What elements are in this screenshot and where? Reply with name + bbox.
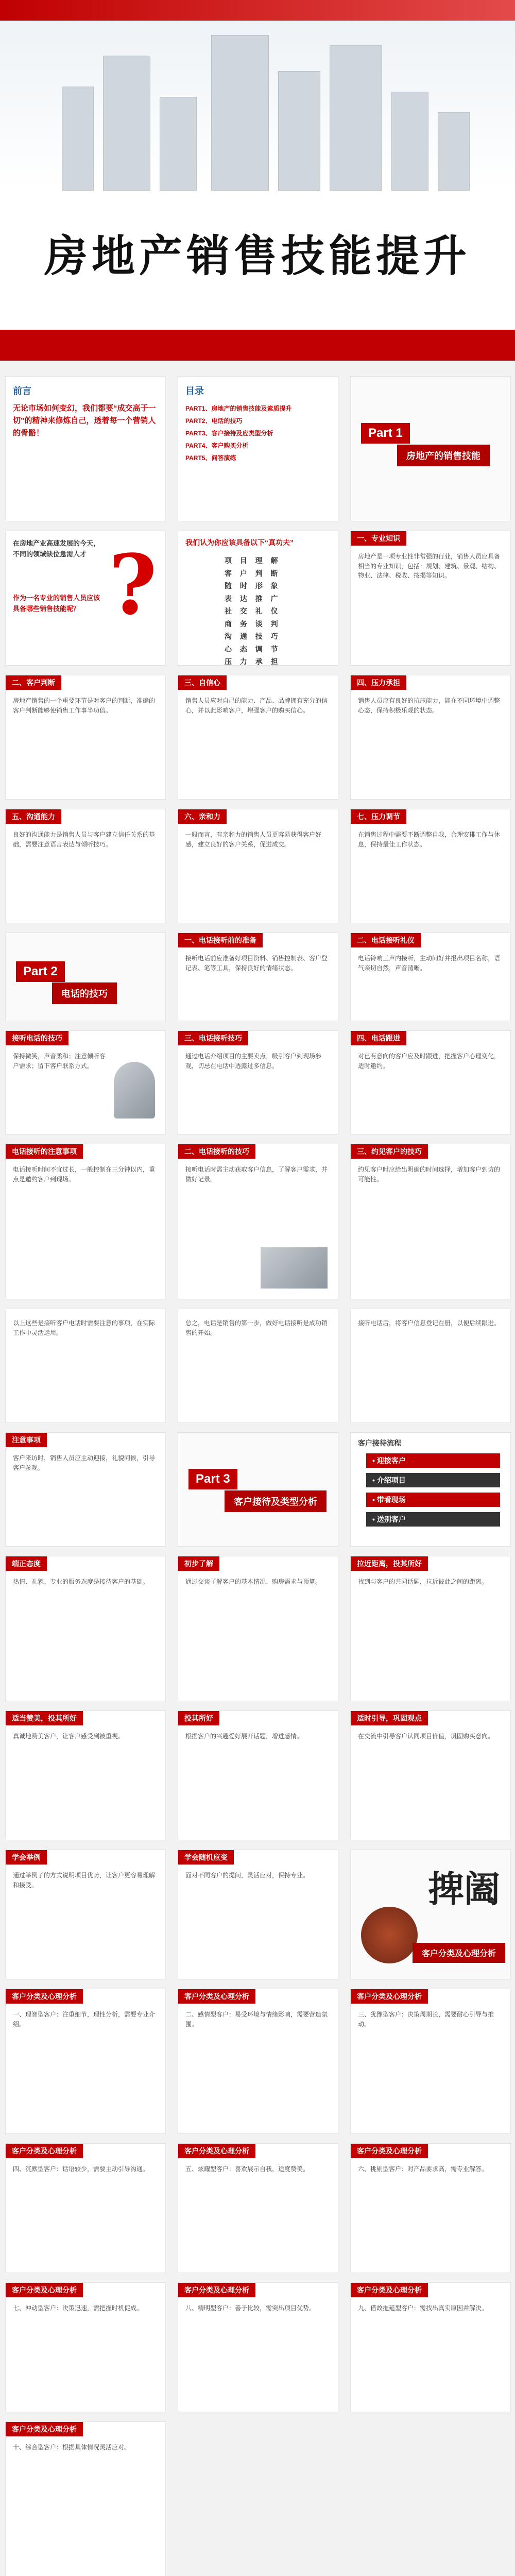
analysis-panel [350, 2282, 511, 2412]
preface-panel [5, 376, 166, 521]
trait-text: 在销售过程中需要不断调整自我，合理安排工作与休息，保持最佳工作状态。 [358, 831, 501, 848]
analysis-text: 七、冲动型客户：决策迅速，需把握时机促成。 [13, 2304, 143, 2312]
phone-more-panel-3 [350, 1144, 511, 1299]
phone-more-text: 电话接听时间不宜过长，一般控制在三分钟以内，重点是邀约客户到现场。 [13, 1166, 156, 1183]
analysis-text: 一、理智型客户：注重细节，理性分析，需要专业介绍。 [13, 2011, 156, 2028]
preface-heading: 前言 [13, 386, 31, 396]
analysis-text: 二、感情型客户：易受环境与情绪影响，需要营造氛围。 [185, 2011, 328, 2028]
analysis-panel [350, 2143, 511, 2273]
cover-title: 房地产销售技能提升 [44, 231, 471, 281]
reception-step: • 介绍项目 [366, 1473, 500, 1487]
phone-more-text: 接听电话时需主动获取客户信息，了解客户需求，并做好记录。 [185, 1166, 328, 1183]
cover-skyline [0, 21, 515, 191]
distance2-panel-2 [178, 1710, 338, 1840]
skill-item: 社 交 礼 仪 [225, 607, 281, 615]
question-mark-icon: ? [109, 536, 157, 633]
toc-heading: 目录 [185, 386, 204, 396]
skill-item: 商 务 谈 判 [225, 619, 281, 628]
phone-prep-panel [178, 933, 338, 1021]
row-analysis-4 [0, 2421, 515, 2576]
phone-prep-text: 接听电话前应准备好项目资料、销售控制表、客户登记表、笔等工具，保持良好的情绪状态。 [185, 955, 328, 972]
analysis-panel [5, 2143, 166, 2273]
analysis-panel [5, 2421, 166, 2576]
row-phone-final [0, 1309, 515, 1422]
pro-knowledge-text: 房地产是一项专业性非常强的行业，销售人员应具备相当的专业知识，包括：规划、建筑、景观、结构、物业、法律、税收、按揭等知识。 [358, 553, 501, 580]
calligraphy-glyph: 捭阖 [428, 1868, 500, 1910]
analysis-text: 九、借故拖延型客户：需找出真实原因并解决。 [358, 2304, 488, 2312]
trait-header: 六、亲和力 [178, 809, 227, 824]
cover-top-bar [0, 0, 515, 21]
reception-note-header: 注意事项 [6, 1433, 47, 1447]
analysis-panel [5, 2282, 166, 2412]
trait-panel-4 [350, 675, 511, 800]
office-photo [261, 1247, 328, 1289]
building-shape [330, 45, 382, 191]
part2-label: 电话的技巧 [52, 982, 117, 1004]
phone-tip-text: 保持微笑，声音柔和；注意倾听客户需求；留下客户联系方式。 [13, 1053, 106, 1070]
part1-label: 房地产的销售技能 [397, 445, 490, 466]
distance-panel [350, 1556, 511, 1701]
question-text: 在房地产业高速发展的今天，不同的领域缺位急需人才 [13, 539, 100, 558]
pro-knowledge-panel [350, 531, 511, 666]
building-shape [160, 97, 197, 191]
phone-tip-text: 通过电话介绍项目的主要卖点，吸引客户到现场参观，切忌在电话中透露过多信息。 [185, 1053, 322, 1070]
reception-step: • 送别客户 [366, 1512, 500, 1527]
distance-text: 找到与客户的共同话题，拉近彼此之间的距离。 [358, 1578, 488, 1585]
skill-item: 随 时 形 象 [225, 582, 281, 590]
phone-tip-panel-3 [350, 1030, 511, 1134]
phone-final-text: 接听电话后，将客户信息登记在册，以便后续跟进。 [358, 1319, 501, 1327]
toc-item[interactable]: PART3、客户接待及应类型分析 [185, 430, 273, 437]
analysis-header: 客户分类及心理分析 [6, 2144, 83, 2158]
trait-text: 房地产销售的一个重要环节是对客户的判断，准确的客户判断能够使销售工作事半功倍。 [13, 697, 156, 714]
trait-header: 七、压力调节 [351, 809, 406, 824]
skill-item: 沟 通 技 巧 [225, 632, 281, 640]
distance-header: 拉近距离，投其所好 [351, 1556, 428, 1571]
phone-more-header: 电话接听的注意事项 [6, 1144, 83, 1159]
row-qualities [0, 531, 515, 665]
trait-text: 销售人员应对自己的能力、产品、品牌拥有充分的信心，并以此影响客户，增强客户的购买信心。 [185, 697, 328, 714]
reception-step: • 迎接客户 [366, 1453, 500, 1468]
row-reception-1 [0, 1556, 515, 1700]
phone-more-panel-1 [5, 1144, 166, 1299]
phone-tip-header: 接听电话的技巧 [6, 1031, 68, 1045]
analysis-cover-panel [350, 1850, 511, 1979]
part3-label: 客户接待及类型分析 [225, 1490, 327, 1512]
trait-text: 销售人员应有良好的抗压能力，能在不同环境中调整心态，保持积极乐观的状态。 [358, 697, 501, 714]
analysis-header: 客户分类及心理分析 [178, 1989, 255, 2004]
trait-text: 一般而言，有亲和力的销售人员更容易获得客户好感，建立良好的客户关系，促进成交。 [185, 831, 322, 848]
learn-text: 通过举例子的方式说明项目优势，让客户更容易理解和接受。 [13, 1872, 156, 1889]
phone-tip-text: 对已有意向的客户应及时跟进，把握客户心理变化，适时邀约。 [358, 1053, 501, 1070]
building-shape [103, 56, 150, 191]
row-learn [0, 1850, 515, 1978]
phone-more-panel-2 [178, 1144, 338, 1299]
part1-tag: Part 1 [361, 423, 410, 444]
analysis-header: 客户分类及心理分析 [178, 2144, 255, 2158]
pro-knowledge-header: 一、专业知识 [351, 531, 406, 546]
building-shape [211, 35, 269, 191]
skill-item: 表 达 推 广 [225, 594, 281, 603]
phone-more-header: 三、约见客户的技巧 [351, 1144, 428, 1159]
attitude-header: 端正态度 [6, 1556, 47, 1571]
reception-flow-title: 客户接待流程 [358, 1439, 401, 1447]
nine-skills-panel [178, 531, 338, 666]
toc-panel [178, 376, 338, 521]
reception-note-text: 客户来访时，销售人员应主动迎接，礼貌问候，引导客户参观。 [13, 1454, 156, 1471]
distance2-header: 投其所好 [178, 1711, 219, 1725]
row-analysis-3 [0, 2282, 515, 2411]
analysis-text: 六、挑剔型客户：对产品要求高，需专业解答。 [358, 2165, 488, 2173]
analysis-header: 客户分类及心理分析 [351, 2283, 428, 2297]
analysis-panel [350, 1989, 511, 2134]
analysis-panel [178, 2282, 338, 2412]
part2-panel [5, 933, 166, 1021]
distance2-text: 在交流中引导客户认同项目价值，巩固购买意向。 [358, 1733, 494, 1740]
distance2-panel-1 [5, 1710, 166, 1840]
phone-more-text: 约见客户时应给出明确的时间选择，增加客户到访的可能性。 [358, 1166, 501, 1183]
first-impression-text: 通过交谈了解客户的基本情况、购房需求与预算。 [185, 1578, 322, 1585]
analysis-text: 三、犹豫型客户：决策周期长，需要耐心引导与推动。 [358, 2011, 494, 2028]
row-analysis-2 [0, 2143, 515, 2272]
phone-final-text: 总之，电话是销售的第一步，做好电话接听是成功销售的开始。 [185, 1319, 328, 1336]
phone-final-panel-2 [178, 1309, 338, 1423]
row-analysis-1 [0, 1989, 515, 2133]
trait-text: 良好的沟通能力是销售人员与客户建立信任关系的基础，需要注意语言表达与倾听技巧。 [13, 831, 156, 848]
attitude-panel [5, 1556, 166, 1701]
phone-final-panel-3 [350, 1309, 511, 1423]
analysis-cover-label: 客户分类及心理分析 [413, 1943, 505, 1963]
preface-text: 无论市场如何变幻，我们都要“成交高于一切”的精神来修炼自己，透着每一个营销人的骨骼！ [13, 404, 156, 437]
trait-header: 二、客户判断 [6, 675, 61, 690]
phone-tip-header: 四、电话跟进 [351, 1031, 406, 1045]
question-panel [5, 531, 166, 666]
phone-tip-header: 三、电话接听技巧 [178, 1031, 248, 1045]
analysis-header: 客户分类及心理分析 [6, 2422, 83, 2436]
phone-final-panel-1 [5, 1309, 166, 1423]
first-impression-header: 初步了解 [178, 1556, 219, 1571]
distance2-text: 根据客户的兴趣爱好展开话题，增进感情。 [185, 1733, 303, 1740]
analysis-panel [178, 1989, 338, 2134]
skill-item: 压 力 承 担 [225, 657, 281, 666]
analysis-header: 客户分类及心理分析 [351, 1989, 428, 2004]
trait-panel-2 [5, 675, 166, 800]
phone-etiquette-header: 二、电话接听礼仪 [351, 933, 421, 947]
trait-panel-3 [178, 675, 338, 800]
analysis-panel [5, 1989, 166, 2134]
cover-bottom-bar [0, 330, 515, 361]
phone-etiquette-text: 电话铃响三声内接听，主动问好并报出项目名称，语气亲切自然，声音清晰。 [358, 955, 501, 972]
toc-item[interactable]: PART2、电话的技巧 [185, 417, 243, 425]
follow-header: 学会随机应变 [178, 1850, 234, 1865]
distance2-text: 真诚地赞美客户，让客户感受到被重视。 [13, 1733, 125, 1740]
part3-panel [178, 1432, 338, 1547]
building-shape [438, 112, 470, 191]
analysis-text: 十、综合型客户：根据具体情况灵活应对。 [13, 2444, 131, 2451]
distance2-panel-3 [350, 1710, 511, 1840]
trait-header: 三、自信心 [178, 675, 227, 690]
gourd-image [361, 1907, 418, 1963]
analysis-text: 四、沉默型客户：话语较少，需要主动引导沟通。 [13, 2165, 149, 2173]
phone-prep-header: 一、电话接听前的准备 [178, 933, 263, 947]
trait-panel-5 [5, 809, 166, 923]
distance2-header: 适时引导，巩固观点 [351, 1711, 428, 1725]
row-reception-2 [0, 1710, 515, 1839]
toc-item[interactable]: PART4、客户购买分析 [185, 442, 249, 449]
analysis-header: 客户分类及心理分析 [178, 2283, 255, 2297]
trait-header: 四、压力承担 [351, 675, 406, 690]
part2-tag: Part 2 [16, 961, 65, 982]
phone-etiquette-panel [350, 933, 511, 1021]
row-part2 [0, 933, 515, 1020]
part3-tag: Part 3 [188, 1469, 237, 1489]
building-shape [62, 87, 94, 191]
reception-step: • 带看现场 [366, 1493, 500, 1507]
phone-tip-panel-1 [5, 1030, 166, 1134]
row-phone-more [0, 1144, 515, 1298]
cover-slide [0, 0, 515, 361]
follow-text: 面对不同客户的提问，灵活应对，保持专业。 [185, 1872, 310, 1879]
row-traits-2 [0, 809, 515, 922]
nine-skills-title: 我们认为你应该具备以下“真功夫” [185, 538, 294, 547]
analysis-text: 五、炫耀型客户：喜欢展示自我，适度赞美。 [185, 2165, 310, 2173]
analysis-header: 客户分类及心理分析 [6, 1989, 83, 2004]
learn-header: 学会举例 [6, 1850, 47, 1865]
learn-panel [5, 1850, 166, 1979]
analysis-header: 客户分类及心理分析 [6, 2283, 83, 2297]
first-impression-panel [178, 1556, 338, 1701]
reception-flow-panel [350, 1432, 511, 1547]
skill-item: 客 户 判 断 [225, 569, 281, 578]
distance2-header: 适当赞美，投其所好 [6, 1711, 83, 1725]
row-traits-1 [0, 675, 515, 799]
phone-final-text: 以上这些是接听客户电话时需要注意的事项，在实际工作中灵活运用。 [13, 1319, 156, 1336]
toc-item[interactable]: PART1、房地产的销售技能及素质提升 [185, 405, 292, 412]
attitude-text: 热情、礼貌、专业的服务态度是接待客户的基础。 [13, 1578, 149, 1585]
analysis-text: 八、精明型客户：善于比较，需突出项目优势。 [185, 2304, 316, 2312]
trait-panel-7 [350, 809, 511, 923]
skill-item: 心 态 调 节 [225, 645, 281, 653]
trait-panel-6 [178, 809, 338, 923]
row-phone-tips [0, 1030, 515, 1133]
part1-panel [350, 376, 511, 521]
toc-item[interactable]: PART5、问答演练 [185, 454, 236, 462]
question-answer: 作为一名专业的销售人员应该具备哪些销售技能呢？ [13, 594, 100, 613]
phone-tip-panel-2 [178, 1030, 338, 1134]
analysis-panel [178, 2143, 338, 2273]
follow-panel [178, 1850, 338, 1979]
analysis-header: 客户分类及心理分析 [351, 2144, 428, 2158]
building-shape [278, 71, 320, 191]
skill-item: 项 目 理 解 [225, 556, 281, 565]
building-shape [391, 92, 428, 191]
trait-header: 五、沟通能力 [6, 809, 61, 824]
woman-photo [114, 1062, 155, 1118]
row-part3 [0, 1432, 515, 1546]
reception-note-panel [5, 1432, 166, 1547]
intro-row [0, 376, 515, 520]
phone-more-header: 二、电话接听的技巧 [178, 1144, 255, 1159]
